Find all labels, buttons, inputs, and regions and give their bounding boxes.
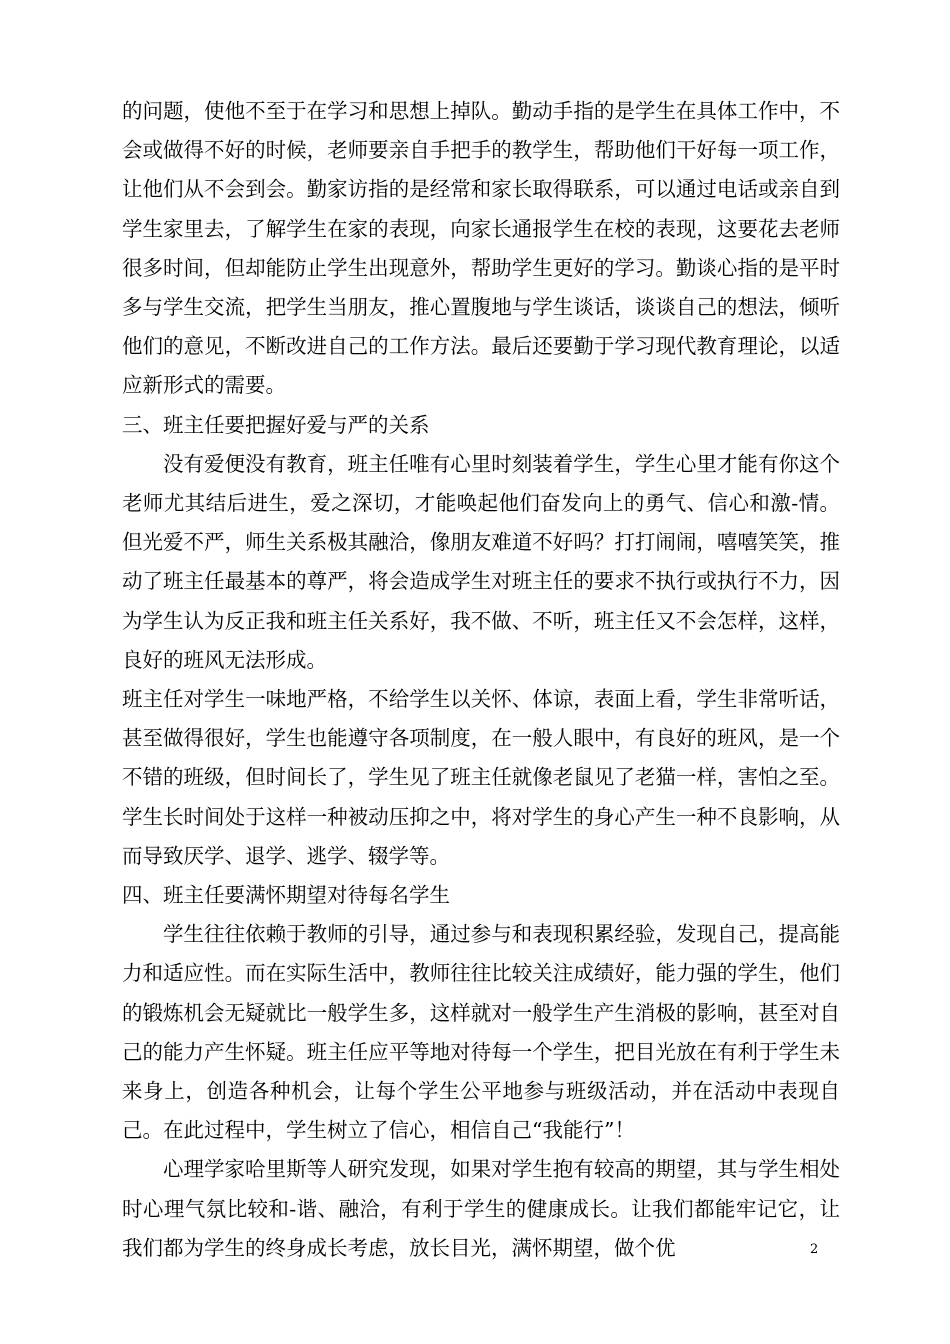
section-heading-3: 三、班主任要把握好爱与严的关系 [122, 412, 430, 437]
body-paragraph-1: 的问题，使他不至于在学习和思想上掉队。勤动手指的是学生在具体工作中，不会或做得不好的时候，老师要亲自手把手的教学生，帮助他们干好每一项工作，让他们从不会到会。勤家访指的是经常和家长取得联系，可以通过电话或亲自到学生家里去，了解学生在家的表现，向家长通报学生在校的表现，这要花去老师很多时间，但却能防止学生出现意外，帮助学生更好的学习。勤谈心指的是平时多与学生交流，把学生当朋友，推心置腹地与学生谈话，谈谈自己的想法，倾听他们的意见，不断改进自己的工作方法。最后还要勤于学习现代教育理论，以适应新形式的需要。 [122, 99, 840, 398]
body-paragraph-5: 心理学家哈里斯等人研究发现，如果对学生抱有较高的期望，其与学生相处时心理气氛比较和-谐、融洽，有利于学生的健康成长。让我们都能牢记它，让我们都为学生的终身成长考虑，放长目光，满怀期望，做个优 [122, 1157, 840, 1260]
body-paragraph-2: 没有爱便没有教育，班主任唯有心里时刻装着学生，学生心里才能有你这个老师尤其结后进生，爱之深切，才能唤起他们奋发向上的勇气、信心和激-情。但光爱不严，师生关系极其融洽，像朋友难道不好吗？打打闹闹，嘻嘻笑笑，推动了班主任最基本的尊严，将会造成学生对班主任的要求不执行或执行不力，因为学生认为反正我和班主任关系好，我不做、不听，班主任又不会怎样，这样，良好的班风无法形成。 [122, 451, 840, 672]
document-body [122, 92, 840, 1268]
page-number: 2 [810, 1242, 819, 1257]
section-heading-4: 四、班主任要满怀期望对待每名学生 [122, 883, 450, 908]
body-paragraph-3: 班主任对学生一味地严格，不给学生以关怀、体谅，表面上看，学生非常听话，甚至做得很好，学生也能遵守各项制度，在一般人眼中，有良好的班风，是一个不错的班级，但时间长了，学生见了班主任就像老鼠见了老猫一样，害怕之至。学生长时间处于这样一种被动压抑之中，将对学生的身心产生一种不良影响，从而导致厌学、退学、逃学、辍学等。 [122, 687, 840, 868]
body-paragraph-4: 学生往往依赖于教师的引导，通过参与和表现积累经验，发现自己，提高能力和适应性。而在实际生活中，教师往往比较关注成绩好，能力强的学生，他们的锻炼机会无疑就比一般学生多，这样就对一般学生产生消极的影响，甚至对自己的能力产生怀疑。班主任应平等地对待每一个学生，把目光放在有利于学生未来身上，创造各种机会，让每个学生公平地参与班级活动，并在活动中表现自己。在此过程中，学生树立了信心，相信自己“我能行”！ [122, 922, 840, 1143]
